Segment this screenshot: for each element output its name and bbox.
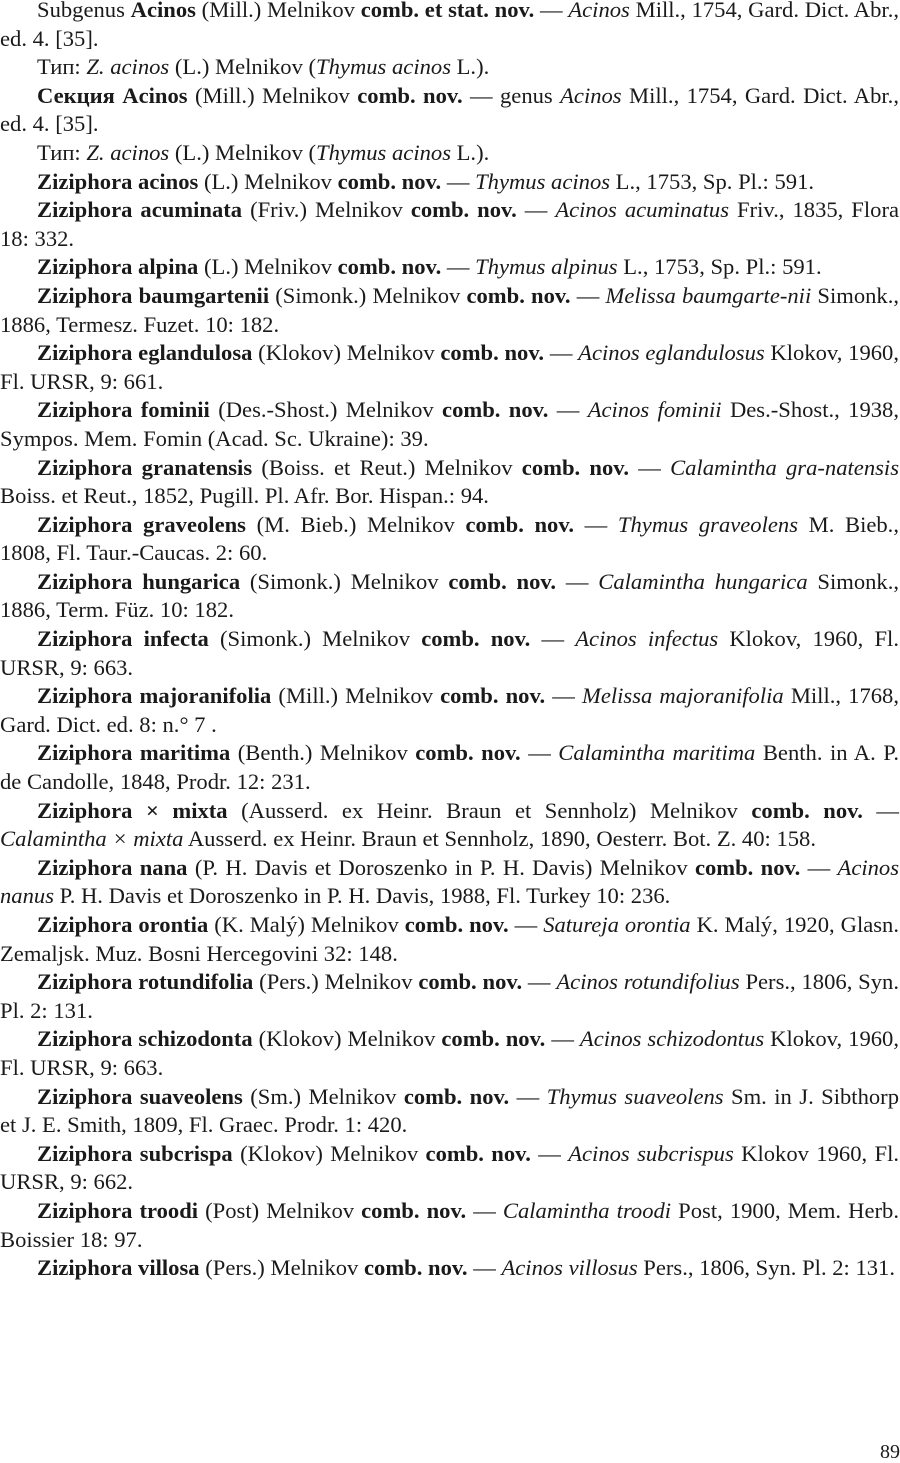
taxon-name: Ziziphora alpina — [37, 254, 199, 280]
entry — [0, 1254, 899, 1283]
author: (Sm.) Melnikov — [242, 1083, 404, 1109]
entry — [0, 168, 899, 197]
author: (Klokov) Melnikov — [252, 1026, 442, 1052]
status: comb. nov. — [440, 683, 546, 709]
taxon-name: Ziziphora acinos — [37, 168, 199, 194]
entry — [0, 739, 899, 796]
entry — [0, 396, 899, 453]
status: comb. nov. — [337, 254, 442, 280]
entry — [0, 682, 899, 739]
basionym: Calamintha gra-natensis — [670, 454, 899, 480]
type-basionym: Thymus acinos — [316, 54, 451, 80]
dash: — — [574, 511, 618, 537]
author: (Benth.) Melnikov — [230, 740, 416, 766]
basionym: Acinos subcrispus — [568, 1140, 734, 1166]
dash: — — [570, 282, 606, 308]
entry — [0, 625, 899, 682]
author: (Pers.) Melnikov — [199, 1255, 364, 1281]
taxon-name: Ziziphora hungarica — [37, 568, 241, 594]
basionym: Thymus suaveolens — [546, 1083, 724, 1109]
citation: Mill., 1768, Gard. Dict. ed. 8: n.° 7 . — [0, 683, 899, 737]
basionym: Thymus graveolens — [617, 511, 798, 537]
author: (Simonk.) Melnikov — [269, 282, 467, 308]
author: (Mill.) Melnikov — [195, 0, 361, 22]
citation: Pers., 1806, Syn. Pl. 2: 131. — [637, 1255, 896, 1281]
entry — [0, 568, 899, 625]
taxon-name: Ziziphora majoranifolia — [37, 683, 272, 709]
basionym: Melissa baumgarte-nii — [605, 282, 812, 308]
dash: — — [534, 0, 569, 22]
author: (P. H. Davis et Doroszenko in P. H. Davis) Melnikov — [187, 854, 695, 880]
basionym: Thymus acinos — [475, 168, 611, 194]
author: (Klokov) Melnikov — [232, 1140, 426, 1166]
citation: Klokov, 1960, Fl. URSR, 9: 663. — [0, 1026, 899, 1080]
taxon-name: Ziziphora rotundifolia — [37, 969, 254, 995]
taxon-name: Ziziphora schizodonta — [37, 1026, 253, 1052]
basionym: Acinos nanus — [0, 854, 900, 909]
taxon-name: Ziziphora maritima — [37, 740, 231, 766]
taxon-name: Ziziphora infecta — [37, 626, 209, 652]
citation: Pers., 1806, Syn. Pl. 2: 131. — [0, 969, 899, 1023]
entry — [0, 911, 899, 968]
type-name: Z. acinos — [86, 54, 170, 80]
citation: Klokov, 1960, Fl. URSR, 9: 663. — [0, 626, 899, 680]
author: (Simonk.) Melnikov — [240, 568, 449, 594]
citation: Benth. in A. P. de Candolle, 1848, Prodr. 12: 231. — [0, 740, 899, 795]
entry — [0, 968, 899, 1025]
status: comb. nov. — [403, 1083, 510, 1109]
citation: Mill., 1754, Gard. Dict. Abr., ed. 4. [35]. — [0, 0, 899, 51]
dash: — — [522, 969, 557, 995]
dash: — — [628, 454, 671, 480]
entry — [0, 253, 899, 282]
dash: — genus — [462, 82, 561, 108]
type-label: Тип: — [37, 139, 87, 165]
status: comb. et stat. nov. — [360, 0, 535, 22]
author: (Ausserd. ex Heinr. Braun et Sennholz) Melnikov — [227, 797, 752, 823]
basionym: Thymus alpinus — [475, 254, 618, 280]
dash: — — [467, 1255, 502, 1281]
status: comb. nov. — [410, 197, 517, 223]
citation: K. Malý, 1920, Glasn. Zemaljsk. Muz. Bosni Hercegovini 32: 148. — [0, 912, 899, 966]
author: (Friv.) Melnikov — [242, 197, 411, 223]
taxon-name: Ziziphora × mixta — [37, 797, 228, 823]
entry-subgenus-acinos — [0, 0, 899, 53]
taxon-name: Ziziphora granatensis — [37, 454, 253, 480]
author: (Klokov) Melnikov — [252, 340, 441, 366]
entry-section-acinos — [0, 82, 899, 139]
basionym: Acinos infectus — [575, 626, 719, 652]
type-basionym: Thymus acinos — [316, 139, 451, 165]
citation: P. H. Davis et Doroszenko in P. H. Davis, 1988, Fl. Turkey 10: 236. — [53, 883, 671, 909]
basionym: Acinos eglandulosus — [578, 340, 765, 366]
basionym: Satureja orontia — [543, 912, 691, 937]
status: comb. nov. — [404, 912, 509, 937]
entry — [0, 339, 899, 396]
taxon-name: Ziziphora villosa — [37, 1255, 200, 1281]
citation: M. Bieb., 1808, Fl. Taur.-Caucas. 2: 60. — [0, 511, 899, 566]
dash: — — [508, 912, 544, 937]
taxon-name: Ziziphora nana — [37, 854, 188, 880]
type-name: Z. acinos — [86, 139, 170, 165]
taxon-name: Ziziphora subcrispa — [37, 1140, 233, 1166]
status: comb. nov. — [425, 1140, 531, 1166]
basionym: Acinos fominii — [587, 397, 722, 423]
taxon-name: Ziziphora orontia — [37, 912, 209, 937]
dash: — — [530, 626, 576, 652]
citation: Klokov 1960, Fl. URSR, 9: 662. — [0, 1140, 900, 1195]
author: (M. Bieb.) Melnikov — [245, 511, 466, 537]
basionym: Acinos schizodontus — [579, 1026, 765, 1052]
taxon-name: Ziziphora suaveolens — [37, 1083, 243, 1109]
status: comb. nov. — [440, 340, 545, 366]
entry — [0, 511, 899, 568]
type-line — [0, 139, 899, 168]
citation: Post, 1900, Mem. Herb. Boissier 18: 97. — [0, 1197, 899, 1252]
status: comb. nov. — [421, 626, 531, 652]
taxon-name: Секция Acinos — [37, 82, 188, 108]
author: (Simonk.) Melnikov — [208, 626, 422, 652]
citation: Sm. in J. Sibthorp et J. E. Smith, 1809, Fl. Graec. Prodr. 1: 420. — [0, 1083, 899, 1138]
basionym: Acinos acuminatus — [555, 197, 729, 223]
dash: — — [466, 1197, 503, 1223]
citation: Simonk., 1886, Termesz. Fuzet. 10: 182. — [0, 282, 900, 337]
type-line — [0, 53, 899, 82]
status: comb. nov. — [465, 511, 575, 537]
taxon-name: Ziziphora troodi — [37, 1197, 199, 1223]
entry — [0, 1197, 899, 1254]
entry — [0, 1083, 899, 1140]
taxon-name: Ziziphora acuminata — [37, 197, 243, 223]
dash: — — [545, 683, 583, 709]
status: comb. nov. — [418, 969, 523, 995]
status: comb. nov. — [694, 854, 801, 880]
dash: — — [509, 1083, 547, 1109]
citation: Des.-Shost., 1938, Sympos. Mem. Fomin (Acad. Sc. Ukraine): 39. — [0, 397, 899, 451]
status: comb. nov. — [442, 397, 549, 423]
dash: — — [548, 397, 588, 423]
basionym: Acinos villosus — [501, 1255, 638, 1281]
citation: L., 1753, Sp. Pl.: 591. — [610, 168, 815, 194]
status: comb. nov. — [364, 1255, 468, 1281]
citation: L., 1753, Sp. Pl.: 591. — [617, 254, 822, 280]
entry — [0, 797, 899, 854]
citation: Boiss. et Reut., 1852, Pugill. Pl. Afr. Bor. Hispan.: 94. — [0, 483, 489, 509]
status: comb. nov. — [337, 168, 442, 194]
citation: Klokov, 1960, Fl. URSR, 9: 661. — [0, 340, 899, 394]
dash: — — [800, 854, 838, 880]
rank-label: Subgenus — [37, 0, 131, 22]
status: comb. nov. — [357, 82, 463, 108]
author: (L.) Melnikov — [198, 254, 338, 280]
author: (Mill.) Melnikov — [187, 82, 358, 108]
author: (Mill.) Melnikov — [271, 683, 441, 709]
basionym: Calamintha maritima — [558, 740, 756, 766]
dash: — — [516, 197, 556, 223]
dash: — — [441, 254, 476, 280]
dash: — — [556, 568, 599, 594]
entry — [0, 454, 899, 511]
author: (Post) Melnikov — [198, 1197, 362, 1223]
status: comb. nov. — [521, 454, 629, 480]
type-label: Тип: — [37, 54, 87, 80]
entry — [0, 1140, 899, 1197]
citation: Mill., 1754, Gard. Dict. Abr., ed. 4. [35]. — [0, 82, 899, 137]
entry — [0, 854, 899, 911]
type-author: (L.) Melnikov ( — [169, 54, 317, 80]
basionym: Melissa majoranifolia — [582, 683, 784, 709]
basionym: Calamintha troodi — [502, 1197, 672, 1223]
author: (K. Malý) Melnikov — [208, 912, 405, 937]
taxon-name: Ziziphora graveolens — [37, 511, 246, 537]
basionym: Calamintha hungarica — [598, 568, 808, 594]
dash: — — [520, 740, 559, 766]
dash: — — [862, 797, 900, 823]
status: comb. nov. — [441, 1026, 546, 1052]
author: (Pers.) Melnikov — [253, 969, 419, 995]
author: (L.) Melnikov — [198, 168, 338, 194]
entry — [0, 196, 899, 253]
citation: Simonk., 1886, Term. Füz. 10: 182. — [0, 568, 900, 623]
status: comb. nov. — [751, 797, 863, 823]
basionym: Acinos rotundifolius — [556, 969, 740, 995]
basionym: Acinos — [568, 0, 630, 22]
status: comb. nov. — [361, 1197, 467, 1223]
author: (Des.-Shost.) Melnikov — [209, 397, 443, 423]
author: (Boiss. et Reut.) Melnikov — [252, 454, 522, 480]
dash: — — [544, 340, 579, 366]
type-author: (L.) Melnikov ( — [169, 139, 317, 165]
type-tail: L.). — [450, 54, 490, 80]
type-tail: L.). — [450, 139, 490, 165]
citation: Ausserd. ex Heinr. Braun et Sennholz, 1890, Oesterr. Bot. Z. 40: 158. — [183, 826, 816, 852]
page-number: 89 — [880, 1441, 900, 1463]
status: comb. nov. — [448, 568, 557, 594]
basionym: Calamintha × mixta — [0, 826, 184, 852]
dash: — — [441, 168, 476, 194]
taxon-name: Ziziphora eglandulosa — [37, 340, 253, 366]
dash: — — [530, 1140, 569, 1166]
status: comb. nov. — [466, 282, 571, 308]
status: comb. nov. — [415, 740, 521, 766]
basionym: Acinos — [560, 82, 622, 108]
taxon-name: Ziziphora fominii — [37, 397, 210, 423]
dash: — — [545, 1026, 580, 1052]
entry — [0, 282, 899, 339]
taxon-name: Acinos — [130, 0, 196, 22]
entry — [0, 1025, 899, 1082]
citation: Friv., 1835, Flora 18: 332. — [0, 197, 900, 251]
taxon-name: Ziziphora baumgartenii — [37, 282, 270, 308]
